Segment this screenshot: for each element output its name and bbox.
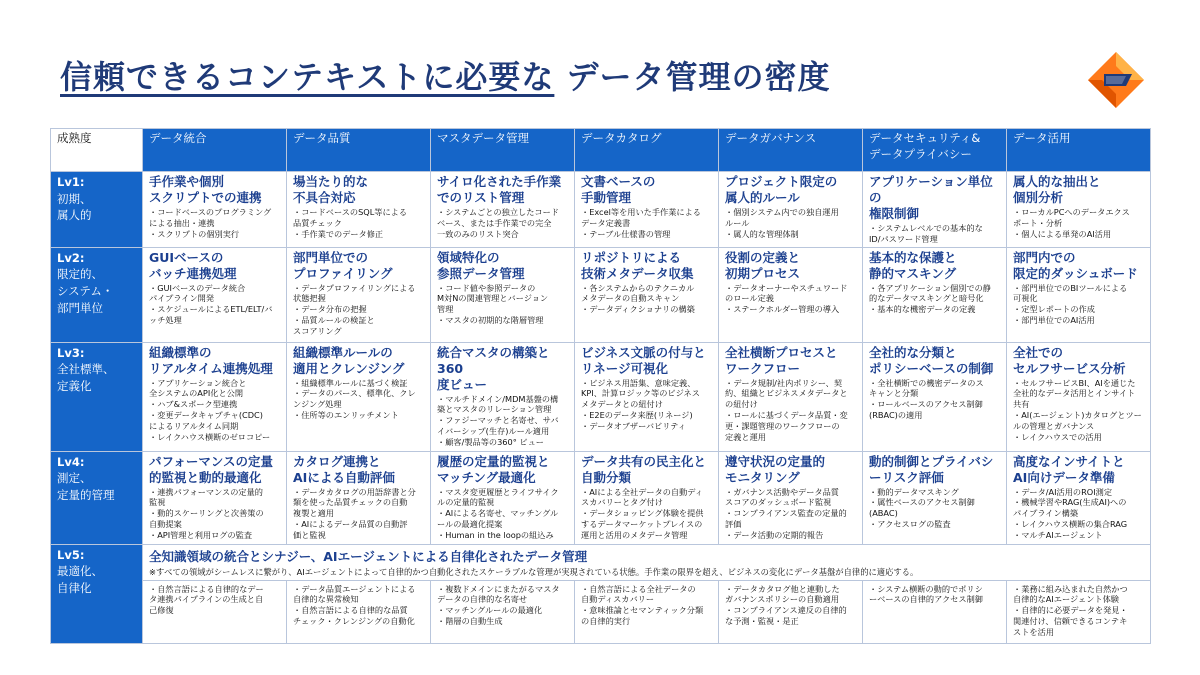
table-cell [575,580,719,643]
cell-title: 高度なインサイトと AI向けデータ準備 [1013,453,1125,485]
cell-title: データ共有の民主化と 自動分類 [581,453,707,485]
table-cell [575,451,719,544]
cell-title: 組織標準ルールの 適用とクレンジング [293,344,405,376]
table-cell [719,342,863,451]
cell-body: ・システムレベルでの基本的な ID/パスワード管理 [869,223,983,244]
cell-body: ・業務に組み込まれた自然かつ 自律的なAIエージェント体験 ・自律的に必要データを発見・ 関連付け、信頼できるコンテキ ストを活用 [1013,583,1128,637]
cell-title: カタログ連携と AIによる自動評価 [293,453,395,485]
level5-summary [143,544,1151,580]
table-cell [863,451,1007,544]
cell-body: ・ガバナンス活動やデータ品質 スコアのダッシュボード監視 ・コンプライアンス監査の定量的 評価 ・データ活動の定期的報告 [725,486,847,540]
cell-title: プロジェクト限定の 属人的ルール [725,174,838,205]
table-cell [287,247,431,342]
cell-title: 部門単位での プロファイリング [293,249,393,281]
cell-body: ・アプリケーション統合と 全システムのAPI化と公開 ・ハブ&スポーク型連携 ・変更データキャプチャ(CDC) によるリアルタイム同期 ・レイクハウス横断のゼロコピー [149,377,271,442]
cell-body: ・データカタログ他と連動した ガバナンスポリシーの自動適用 ・コンプライアンス違反の自律的 な予測・監視・是正 [725,583,847,627]
table-cell [143,580,287,643]
table-cell [1007,172,1151,248]
cell-body: ・動的データマスキング ・属性ベースのアクセス制御 (ABAC) ・アクセスログの監査 [869,486,975,530]
table-cell [863,172,1007,248]
header-column: データセキュリティ& データプライバシー [863,129,1007,172]
header-column: データ品質 [287,129,431,172]
level-row-5-head [51,544,1151,580]
cell-body: ・AIによる全社データの自動ディ スカバリーとタグ付け ・データショッピング体験を提供 するデータマーケットプレイスの 運用と活用のメタデータ管理 [581,486,704,540]
table-cell [143,451,287,544]
maturity-table [50,128,1151,644]
cell-title: アプリケーション単位の 権限制御 [869,174,993,221]
page-title: 信頼できるコンテキストに必要な データ管理の密度 [60,58,831,96]
cell-title: 部門内での 限定的ダッシュボード [1013,249,1138,281]
table-cell [575,172,719,248]
table-cell [143,172,287,248]
cell-body: ・データカタログの用語辞書と分 類を使った品質チェックの自動 複製と適用 ・AIによるデータ品質の自動評 価と監視 [293,486,416,540]
cell-title: 統合マスタの構築と360 度ビュー [437,344,550,392]
cell-body: ・コード値や参照データの M対Nの関連管理とバージョン 管理 ・マスタの初期的な階層管理 [437,282,549,326]
header-column: マスタデータ管理 [431,129,575,172]
cell-body: ・各アプリケーション個別での静 的なデータマスキングと暗号化 ・基本的な機密データの定義 [869,282,991,315]
table-cell [431,451,575,544]
level-code: Lv5: [57,547,85,562]
table-header-row [51,129,1151,172]
table-cell [431,172,575,248]
header-column: データ活用 [1007,129,1151,172]
cell-body: ・ローカルPCへのデータエクス ポート・分析 ・個人による単発のAI活用 [1013,207,1130,239]
cell-title: 文書ベースの 手動管理 [581,174,656,205]
header-column: データ統合 [143,129,287,172]
level-row [51,172,1151,248]
level-label [51,172,143,248]
cell-title: 全社的な分類と ポリシーベースの制御 [869,344,994,376]
cell-body: ・個別システム内での独自運用 ルール ・属人的な管理体制 [725,207,839,239]
table-cell [143,342,287,451]
table-cell [287,172,431,248]
cell-title: ビジネス文脈の付与と リネージ可視化 [581,344,706,376]
cell-title: 手作業や個別 スクリプトでの連携 [149,174,262,205]
table-cell [719,172,863,248]
cell-title: GUIベースの バッチ連携処理 [149,249,237,281]
level5-headline: 全知識領域の統合とシナジー、AIエージェントによる自律化されたデータ管理 [149,548,588,564]
table-cell [575,247,719,342]
level-label [51,247,143,342]
cell-title: 組織標準の リアルタイム連携処理 [149,344,273,376]
cell-body: ・コードベースのプログラミング による抽出・連携 ・スクリプトの個別実行 [149,207,272,239]
level-name: 初期、 属人的 [57,191,92,223]
level-name: 最適化、 自律化 [57,564,103,595]
cell-body: ・データ規制/社内ポリシー、契 約、組織とビジネスメタデータと の紐付け ・ロールに基づくデータ品質・変 更・課題管理のワークフローの 定義と運用 [725,377,848,442]
level-label [51,451,143,544]
level-name: 測定、 定量的管理 [57,471,115,502]
cell-body: ・データオーナーやスチュワード のロール定義 ・ステークホルダー管理の導入 [725,282,848,315]
table-cell [1007,580,1151,643]
cell-body: ・全社横断での機密データのス キャンと分類 ・ロールベースのアクセス制御 (RBAC)の適用 [869,377,984,421]
table-cell [431,580,575,643]
table-cell [431,342,575,451]
table-cell [143,247,287,342]
table-cell [719,580,863,643]
level-row [51,342,1151,451]
cell-title: 基本的な保護と 静的マスキング [869,249,957,281]
cell-title: 役割の定義と 初期プロセス [725,249,801,281]
table-cell [1007,451,1151,544]
level-name: 全社標準、 定義化 [57,362,115,393]
cell-title: 場当たり的な 不具合対応 [293,174,369,205]
cell-body: ・コードベースのSQL等による 品質チェック ・手作業でのデータ修正 [293,207,408,239]
level-code: Lv2: [57,250,85,265]
cell-body: ・システムごとの独立したコード ベース、または手作業での完全 一致のみのリスト突合 [437,207,559,239]
header-maturity: 成熟度 [51,129,143,172]
table-cell [1007,247,1151,342]
brand-logo-icon [1086,50,1146,110]
cell-body: ・GUIベースのデータ統合 パイプライン開発 ・スケジュールによるETL/ELT/バ ッチ処理 [149,282,273,326]
level-code: Lv3: [57,345,85,360]
level-row [51,451,1151,544]
cell-body: ・マルチドメイン/MDM基盤の構 築とマスタのリレーション管理 ・ファジーマッチと名寄せ、サバ イバーシップ(生存)ルール適用 ・顧客/製品等の360° ビュー [437,393,559,447]
cell-title: リポジトリによる 技術メタデータ収集 [581,249,694,281]
table-cell [1007,342,1151,451]
cell-body: ・組織標準ルールに基づく検証 ・データのパース、標準化、クレ ンジング処理 ・住所等のエンリッチメント [293,377,416,421]
table-cell [287,451,431,544]
table-cell [287,342,431,451]
cell-body: ・マスタ変更履歴とライフサイク ルの定量的監視 ・AIによる名寄せ、マッチングル ールの最適化提案 ・Human in the loopの組込み [437,486,559,540]
cell-title: 全社での セルフサービス分析 [1013,344,1126,376]
level-row-5-cells [51,580,1151,643]
table-cell [863,247,1007,342]
table-cell [575,342,719,451]
cell-body: ・データ品質エージェントによる 自律的な異常検知 ・自然言語による自律的な品質 チェック・クレンジングの自動化 [293,583,416,627]
level-label [51,544,143,643]
cell-body: ・部門単位でのBIツールによる 可視化 ・定型レポートの作成 ・部門単位でのAI活用 [1013,282,1128,326]
table-cell [719,247,863,342]
cell-title: パフォーマンスの定量 的監視と動的最適化 [149,453,274,485]
level-name: 限定的、 システム・ 部門単位 [57,267,114,315]
table-cell [287,580,431,643]
cell-body: ・セルフサービスBI、AIを通じた 全社的なデータ活用とインサイト 共有 ・AI(エージェント)カタログとツー ルの管理とガバナンス ・レイクハウスでの活用 [1013,377,1142,442]
level-row [51,247,1151,342]
table-cell [863,580,1007,643]
cell-body: ・システム横断の動的でポリシ ーベースの自律的アクセス制御 [869,583,983,605]
level-code: Lv4: [57,454,85,469]
cell-title: 全社横断プロセスと ワークフロー [725,344,838,376]
table-cell [719,451,863,544]
cell-title: 領域特化の 参照データ管理 [437,249,525,281]
cell-title: サイロ化された手作業 でのリスト管理 [437,174,562,205]
cell-body: ・ビジネス用語集、意味定義、 KPI、計算ロジック等のビジネス メタデータとの紐付け ・E2Eのデータ来歴(リネージ) ・データオブザーバビリティ [581,377,700,431]
cell-body: ・データプロファイリングによる 状態把握 ・データ分布の把握 ・品質ルールの検証と スコアリング [293,282,416,336]
level-code: Lv1: [57,175,85,189]
table-cell [863,342,1007,451]
cell-title: 動的制御とプライバシ ーリスク評価 [869,453,994,485]
cell-title: 属人的な抽出と 個別分析 [1013,174,1101,205]
level5-note: ※すべての領域がシームレスに繋がり、AIエージェントによって自律的かつ自動化されたスケーラブルな管理が実現されている状態。手作業の限界を超え、ビジネスの変化にデータ基盤が自律的に適応する。 [149,566,919,577]
cell-title: 履歴の定量的監視と マッチング最適化 [437,453,550,485]
cell-body: ・複数ドメインにまたがるマスタ データの自律的な名寄せ ・マッチングルールの最適化 ・階層の自動生成 [437,583,560,627]
cell-body: ・データ/AI活用のROI測定 ・機械学習やRAG(生成AI)への パイプライン構築 ・レイクハウス横断の集合RAG ・マルチAIエージェント [1013,486,1128,540]
cell-title: 遵守状況の定量的 モニタリング [725,453,826,485]
table-cell [431,247,575,342]
cell-body: ・自然言語による自律的なデー タ連携パイプラインの生成と自 己修復 [149,583,264,616]
cell-body: ・各システムからのテクニカル メタデータの自動スキャン ・データディクショナリの構築 [581,282,695,315]
cell-body: ・Excel等を用いた手作業による データ定義書 ・テーブル仕様書の管理 [581,207,701,239]
header-column: データカタログ [575,129,719,172]
cell-body: ・自然言語による全社データの 自動ディスカバリー ・意味推論とセマンティック分類 の自律的実行 [581,583,704,627]
level-label [51,342,143,451]
header-column: データガバナンス [719,129,863,172]
cell-body: ・連携パフォーマンスの定量的 監視 ・動的スケーリングと次善策の 自動提案 ・API管理と利用ログの監査 [149,486,264,540]
